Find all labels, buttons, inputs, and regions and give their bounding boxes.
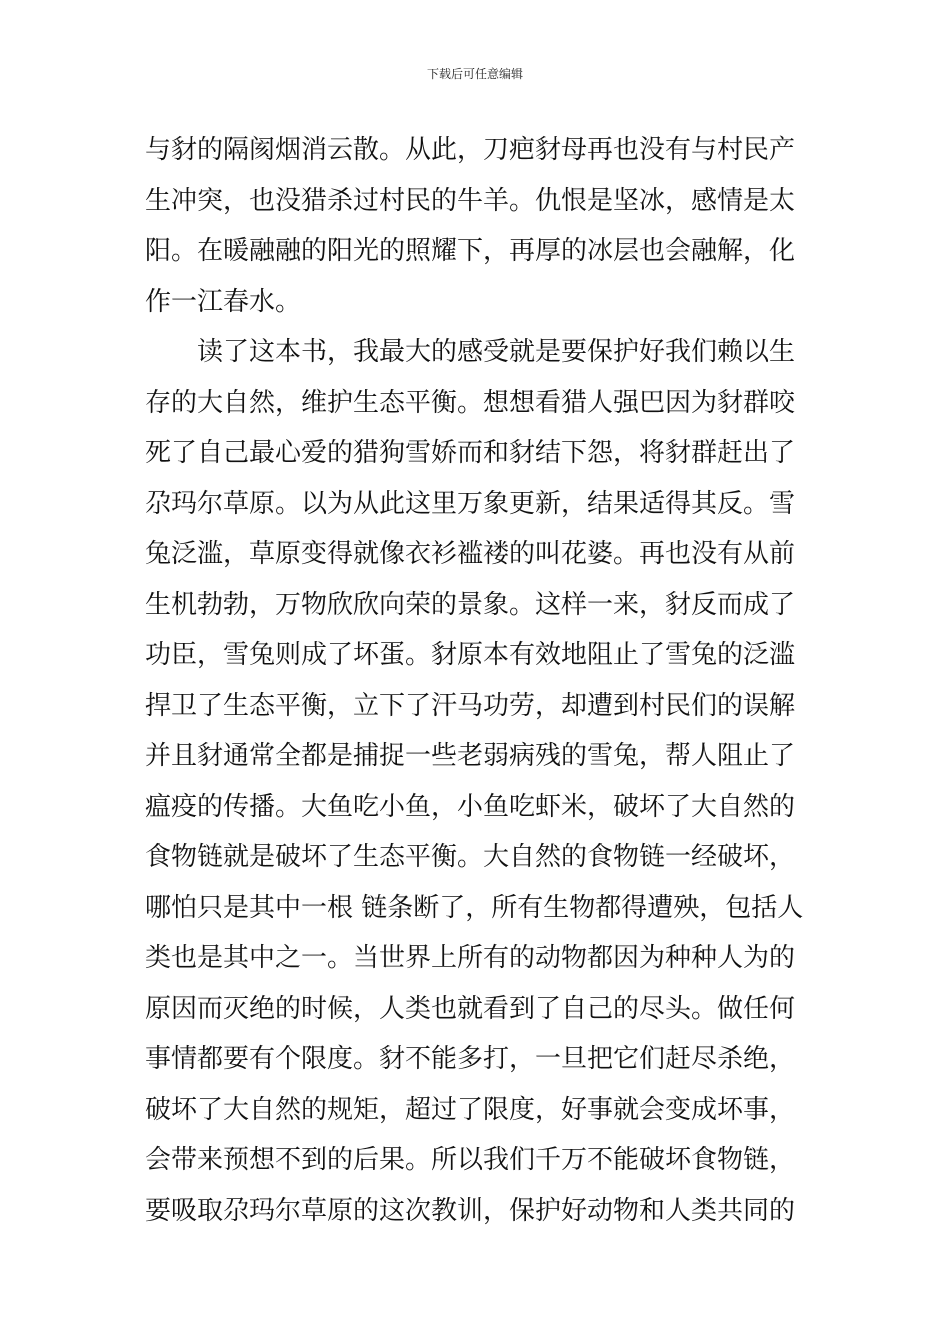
text-line: 兔泛滥，草原变得就像衣衫褴褛的叫花婆。再也没有从前 bbox=[145, 539, 796, 569]
text-line: 与豺的隔阂烟消云散。从此，刀疤豺母再也没有与村民产 bbox=[145, 135, 796, 165]
text-line: 作一江春水。 bbox=[145, 286, 302, 317]
text-line: 瘟疫的传播。大鱼吃小鱼，小鱼吃虾米，破坏了大自然的 bbox=[145, 791, 796, 822]
text-line: 并且豺通常全都是捕捉一些老弱病残的雪兔，帮人阻止了 bbox=[145, 741, 796, 771]
text-line: 哪怕只是其中一根 链条断了，所有生物都得遭殃，包括人 bbox=[145, 892, 804, 923]
page-header: 下载后可任意编辑 bbox=[426, 67, 523, 81]
text-line: 捍卫了生态平衡，立下了汗马功劳，却遭到村民们的误解 bbox=[145, 690, 796, 721]
text-line: 食物链就是破坏了生态平衡。大自然的食物链一经破坏， bbox=[145, 842, 796, 872]
text-line: 存的大自然，维护生态平衡。想想看猎人强巴因为豺群咬 bbox=[145, 387, 796, 418]
body-text bbox=[145, 125, 810, 1236]
text-line-indented: 读了这本书，我最大的感受就是要保护好我们赖以生 bbox=[197, 337, 796, 367]
text-line: 类也是其中之一。当世界上所有的动物都因为种种人为的 bbox=[145, 943, 796, 973]
text-line: 死了自己最心爱的猎狗雪娇而和豺结下怨，将豺群赶出了 bbox=[145, 438, 796, 468]
text-line: 生机勃勃，万物欣欣向荣的景象。这样一来，豺反而成了 bbox=[145, 589, 796, 620]
text-line: 要吸取尕玛尔草原的这次教训，保护好动物和人类共同的 bbox=[145, 1195, 796, 1226]
text-line: 会带来预想不到的后果。所以我们千万不能破坏食物链， bbox=[145, 1145, 796, 1175]
text-line: 尕玛尔草原。以为从此这里万象更新，结果适得其反。雪 bbox=[145, 488, 796, 519]
text-line: 阳。在暖融融的阳光的照耀下，再厚的冰层也会融解，化 bbox=[145, 236, 796, 266]
text-line: 事情都要有个限度。豺不能多打，一旦把它们赶尽杀绝， bbox=[145, 1044, 796, 1074]
text-line: 破坏了大自然的规矩，超过了限度，好事就会变成坏事， bbox=[145, 1094, 796, 1125]
text-line: 功臣，雪兔则成了坏蛋。豺原本有效地阻止了雪兔的泛滥 bbox=[145, 640, 796, 670]
text-line: 原因而灭绝的时候，人类也就看到了自己的尽头。做任何 bbox=[145, 993, 796, 1024]
text-line: 生冲突，也没猎杀过村民的牛羊。仇恨是坚冰，感情是太 bbox=[145, 185, 796, 216]
